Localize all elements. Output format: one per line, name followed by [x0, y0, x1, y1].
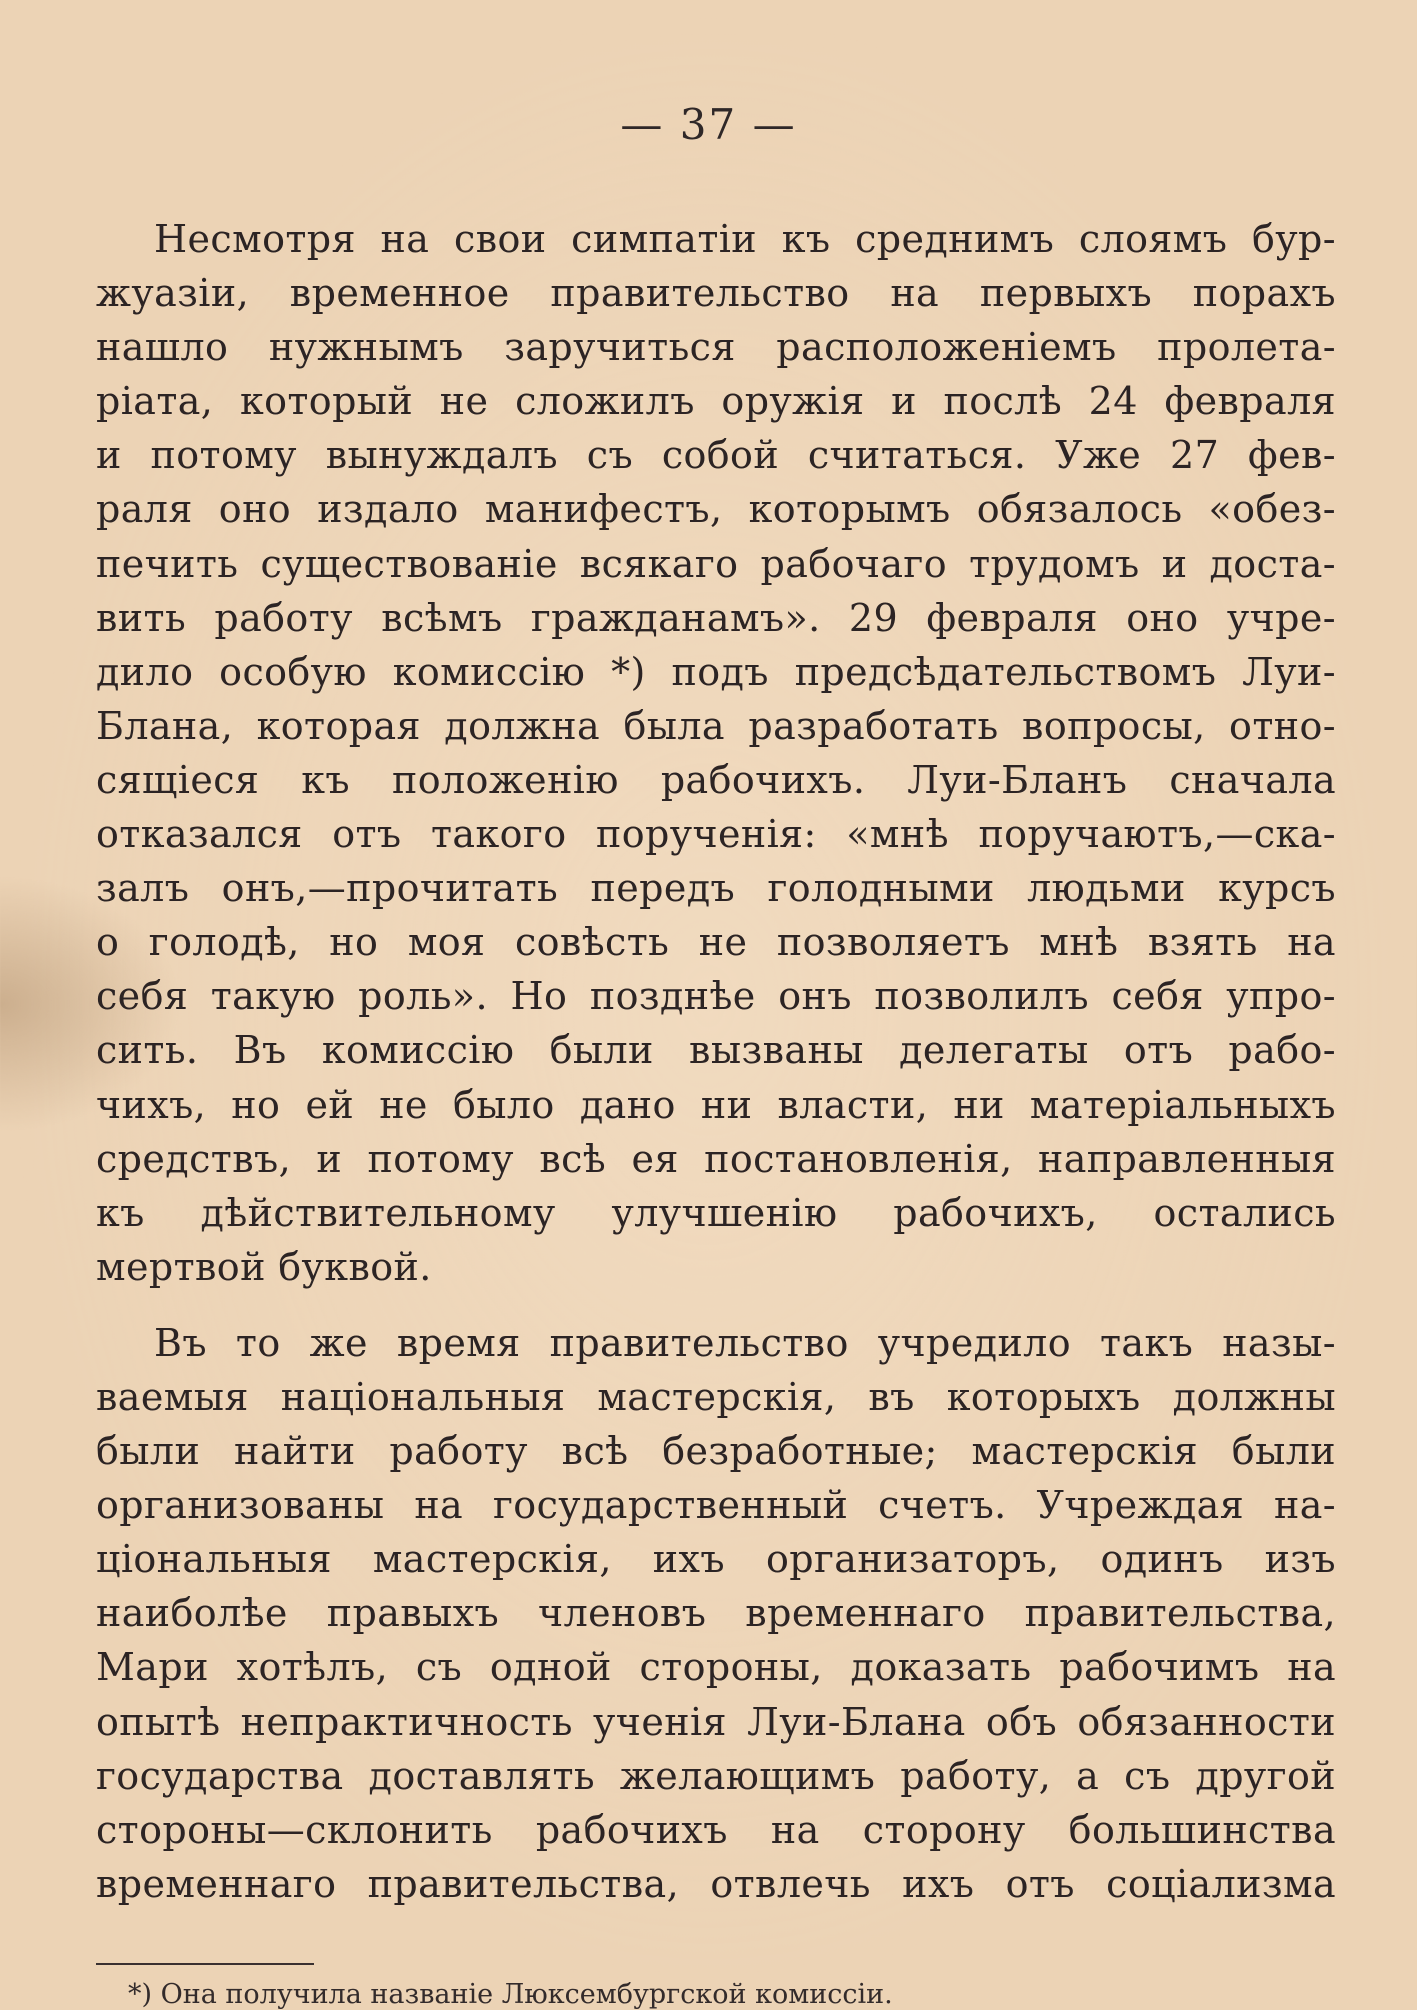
text-line: средствъ, и потому всѣ ея постановленiя, направленныя [96, 1136, 1336, 1181]
text-line: жуазiи, временное правительство на первыхъ порахъ [96, 271, 1336, 316]
text-line: сить. Въ комиссiю были вызваны делегаты отъ рабо- [96, 1028, 1336, 1073]
text-line: нашло нужнымъ заручиться расположенiемъ пролета- [96, 325, 1336, 370]
text-line: Въ то же время правительство учредило такъ назы- [154, 1320, 1336, 1365]
text-line: мертвой буквой. [96, 1244, 432, 1289]
text-line: и потому вынуждалъ съ собой считаться. Уже 27 фев- [96, 433, 1336, 478]
text-line: сящiеся къ положенiю рабочихъ. Луи-Бланъ сначала [96, 757, 1336, 802]
text-line: залъ онъ,—прочитать передъ голодными людьми курсъ [96, 866, 1336, 911]
text-line: Блана, которая должна была разработать вопросы, отно- [96, 703, 1336, 748]
text-line: о голодѣ, но моя совѣсть не позволяетъ мнѣ взять на [96, 920, 1336, 965]
footnote-divider [96, 1963, 314, 1965]
text-line: стороны—склонить рабочихъ на сторону большинства [96, 1807, 1336, 1852]
text-line: цiональныя мастерскiя, ихъ организаторъ, одинъ изъ [96, 1537, 1336, 1582]
body-text [96, 212, 1336, 1911]
text-line: чихъ, но ей не было дано ни власти, ни матерiальныхъ [96, 1082, 1336, 1127]
text-line: отказался отъ такого порученiя: «мнѣ поручаютъ,—ска- [96, 812, 1336, 857]
text-line: опытѣ непрактичность ученiя Луи-Блана объ обязанности [96, 1699, 1336, 1744]
text-line: вить работу всѣмъ гражданамъ». 29 февраля оно учре- [96, 595, 1336, 640]
text-line: рiата, который не сложилъ оружiя и послѣ 24 февраля [96, 379, 1336, 424]
text-line: Мари хотѣлъ, съ одной стороны, доказать рабочимъ на [96, 1645, 1336, 1690]
text-line: Несмотря на свои симпатiи къ среднимъ слоямъ бур- [154, 217, 1336, 261]
text-line: себя такую роль». Но позднѣе онъ позволилъ себя упро- [96, 974, 1336, 1019]
text-line: печить существованiе всякаго рабочаго трудомъ и доста- [96, 541, 1336, 586]
page-number: — 37 — [620, 100, 797, 149]
text-line: были найти работу всѣ безработные; мастерскiя были [96, 1429, 1336, 1474]
text-line: организованы на государственный счетъ. Учреждая на- [96, 1483, 1336, 1528]
paragraph-container [96, 212, 1336, 1911]
text-line: ваемыя нацiональныя мастерскiя, въ которыхъ должны [96, 1374, 1336, 1419]
text-line: государства доставлять желающимъ работу, а съ другой [96, 1753, 1336, 1798]
text-line: наиболѣе правыхъ членовъ временнаго правительства, [96, 1591, 1336, 1636]
paragraph [96, 1316, 1336, 1911]
paragraph-gap [96, 1294, 1336, 1316]
text-line: раля оно издало манифестъ, которымъ обязалось «обез- [96, 487, 1336, 532]
text-line: временнаго правительства, отвлечь ихъ отъ соцiализма [96, 1861, 1336, 1906]
paragraph [96, 212, 1336, 1294]
text-line: къ дѣйствительному улучшенiю рабочихъ, остались [96, 1190, 1336, 1235]
text-line: дило особую комиссiю *) подъ предсѣдательствомъ Луи- [96, 649, 1336, 694]
footnote: *) Она получила названiе Люксембургской комиссiи. [128, 1979, 893, 2010]
